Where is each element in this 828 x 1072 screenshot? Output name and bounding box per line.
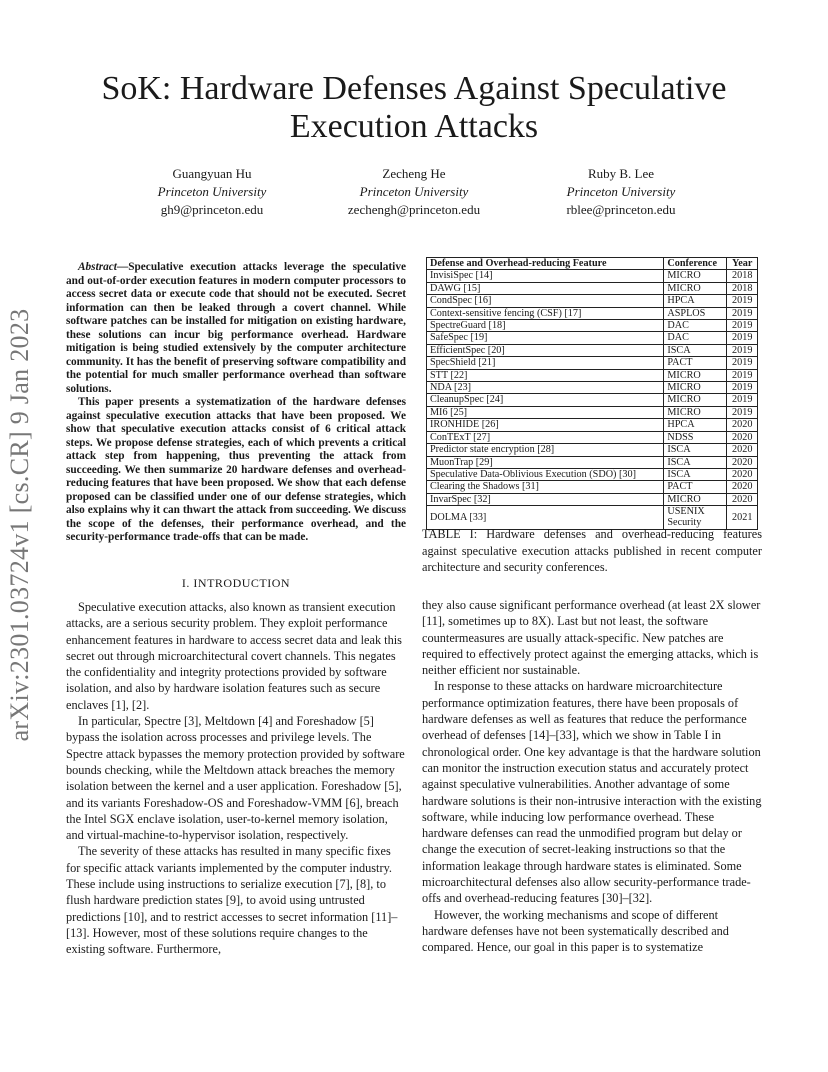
table-cell-year: 2019 <box>727 307 758 319</box>
table-cell-year: 2019 <box>727 394 758 406</box>
abstract-text: —Speculative execution attacks leverage the speculative and out-of-order execution features in modern computer processors to access secret data or execute code that should not be executed. Secret information can then be leaked through a covert channel. While software patches can be installed for mitigation on existing hardware, these solutions can incur big performance overhead. Hardware mitigation is being studied extensively by the computer architecture community. It has the benefit of preserving software compatibility and the potential for much smaller performance overhead than software solutions. <box>66 261 406 395</box>
arxiv-identifier: arXiv:2301.03724v1 [cs.CR] 9 Jan 2023 <box>5 308 34 742</box>
table-cell-conference: ISCA <box>664 456 727 468</box>
author-affiliation: Princeton University <box>566 184 676 199</box>
table-cell-year: 2020 <box>727 419 758 431</box>
table-row <box>427 344 758 356</box>
conference-line: USENIX <box>667 506 705 518</box>
table-cell-year: 2020 <box>727 493 758 505</box>
table-cell-feature: DOLMA [33] <box>427 506 664 529</box>
table-cell-feature: NDA [23] <box>427 382 664 394</box>
table-row <box>427 357 758 369</box>
author-block <box>112 165 312 219</box>
abstract-paragraph: This paper presents a systematization of the hardware defenses against speculative execution attacks that have been proposed. We show that speculative execution attacks consist of 6 critical attack steps. We propose defense strategies, each of which prevents a critical attack step from happening, thus preventing the attack from succeeding. We then summarize 20 hardware defenses and overhead-reducing features that have been proposed. We show that each defense proposed can be classified under one of our defense strategies, which also explains why it can thwart the attack from succeeding. We discuss the scope of the defenses, their performance overhead, and the security-performance trade-offs that can be made. <box>66 396 406 543</box>
table-cell-feature: SpectreGuard [18] <box>427 320 664 332</box>
table-header-cell: Conference <box>664 258 727 270</box>
table-cell-feature: SpecShield [21] <box>427 357 664 369</box>
table-cell-year: 2019 <box>727 369 758 381</box>
table-cell-feature: InvarSpec [32] <box>427 493 664 505</box>
table-cell-year: 2019 <box>727 357 758 369</box>
body-paragraph: The severity of these attacks has resulted in many specific fixes for specific attack variants implemented by the computer industry. These include using instructions to serialize execution [7], [8], to flush hardware prediction states [9], to avoid using untrusted predictions [10], and to restrict accesses to secret information [11]–[13]. However, most of these solutions require changes to the existing software. Furthermore, <box>66 844 398 957</box>
table-cell-conference: ASPLOS <box>664 307 727 319</box>
table-cell-year: 2020 <box>727 468 758 480</box>
table-row <box>427 431 758 443</box>
author-email: gh9@princeton.edu <box>160 202 264 217</box>
author-affiliation: Princeton University <box>157 184 267 199</box>
body-paragraph: they also cause significant performance overhead (at least 2X slower [11], sometimes up to 8X). Last but not least, the software countermeasures are usually attack-specific. New patches are required to effectively protect against the emerging attacks, which is neither efficient nor sustainable. <box>422 598 761 678</box>
author-email: zechengh@princeton.edu <box>347 202 481 217</box>
author-block <box>314 165 514 219</box>
table-cell-feature: CondSpec [16] <box>427 295 664 307</box>
table-cell-conference: MICRO <box>664 406 727 418</box>
table-cell-feature: IRONHIDE [26] <box>427 419 664 431</box>
author-email: rblee@princeton.edu <box>566 202 676 217</box>
paper-title: SoK: Hardware Defenses Against Speculative Execution Attacks <box>101 70 727 145</box>
author-block <box>521 165 721 219</box>
table-cell-year: 2020 <box>727 431 758 443</box>
author-name: Guangyuan Hu <box>172 166 252 181</box>
table-cell-conference: MICRO <box>664 382 727 394</box>
table-cell-feature: SafeSpec [19] <box>427 332 664 344</box>
table-cell-conference: ISCA <box>664 468 727 480</box>
table-cell-feature: STT [22] <box>427 369 664 381</box>
table-cell-conference: MICRO <box>664 493 727 505</box>
table-row <box>427 282 758 294</box>
table-cell-year: 2019 <box>727 332 758 344</box>
table-cell-year: 2018 <box>727 282 758 294</box>
abstract-lead: Abstract <box>78 261 117 273</box>
table-row <box>427 295 758 307</box>
table-row <box>427 419 758 431</box>
table-row <box>427 406 758 418</box>
left-column-body <box>66 599 406 958</box>
table-cell-conference: ISCA <box>664 444 727 456</box>
table-cell-year: 2019 <box>727 320 758 332</box>
table-row <box>427 320 758 332</box>
table-row <box>427 307 758 319</box>
table-cell-conference: PACT <box>664 481 727 493</box>
body-paragraph: However, the working mechanisms and scope of different hardware defenses have not been systematically described and compared. Hence, our goal in this paper is to systematize <box>422 907 729 955</box>
table-cell-year: 2020 <box>727 481 758 493</box>
table-cell-feature: ConTExT [27] <box>427 431 664 443</box>
table-cell-year: 2021 <box>727 506 758 529</box>
arxiv-sidebar-stamp <box>2 300 38 750</box>
table-cell-conference: HPCA <box>664 419 727 431</box>
table-cell-conference: NDSS <box>664 431 727 443</box>
table-cell-feature: CleanupSpec [24] <box>427 394 664 406</box>
abstract <box>66 261 406 545</box>
author-name: Zecheng He <box>382 166 446 181</box>
table-cell-conference: MICRO <box>664 270 727 282</box>
table-cell-feature: DAWG [15] <box>427 282 664 294</box>
defenses-table <box>426 257 758 530</box>
table-row <box>427 456 758 468</box>
table-cell-year: 2019 <box>727 295 758 307</box>
table-cell-feature: EfficientSpec [20] <box>427 344 664 356</box>
table-row <box>427 332 758 344</box>
table-cell-feature: MI6 [25] <box>427 406 664 418</box>
table-row <box>427 444 758 456</box>
body-paragraph: In response to these attacks on hardware microarchitecture performance optimization features, there have been proposals of hardware defenses as well as features that reduce the performance overhead of defenses [14]–[33], which we show in Table I in chronological order. One key advantage is that the hardware solution can monitor the instruction execution status and accurately protect against speculative vulnerabilities. Another advantage of some hardware solutions is their non-intrusive interaction with the existing software, while inducing low performance overhead. These hardware defenses can read the unmodified program but delay or change the execution of secret-leaking instructions so that the information leakage through hardware states is eliminated. Some microarchitectural defenses also allow security-performance trade-offs and overhead-reducing features [30]–[32]. <box>422 679 762 906</box>
table-cell-year: 2020 <box>727 456 758 468</box>
table-row <box>427 270 758 282</box>
table-cell-conference: MICRO <box>664 369 727 381</box>
section-heading: I. INTRODUCTION <box>181 576 291 590</box>
body-paragraph: Speculative execution attacks, also known as transient execution attacks, are a serious security problem. They exploit performance enhancement features in hardware to access secret data and leak this secret out through microarchitectural covert channels. This negates the confidentiality and integrity protections provided by software isolation, and also by hardware isolation features such as secure enclaves [1], [2]. <box>66 600 402 712</box>
table-cell-conference: MICRO <box>664 394 727 406</box>
table-header-cell: Defense and Overhead-reducing Feature <box>427 258 664 270</box>
table-cell-conference: PACT <box>664 357 727 369</box>
table-cell-year: 2019 <box>727 382 758 394</box>
conference-line: Security <box>667 517 702 529</box>
table-cell-year: 2020 <box>727 444 758 456</box>
table-caption: TABLE I: Hardware defenses and overhead-reducing features against speculative execution attacks published in recent computer architecture and security conferences. <box>422 527 762 574</box>
table-row <box>427 493 758 505</box>
right-column-body <box>422 597 762 956</box>
table-cell-conference: ISCA <box>664 344 727 356</box>
author-name: Ruby B. Lee <box>587 166 655 181</box>
table-header-row <box>427 258 758 270</box>
table-cell-feature: Speculative Data-Oblivious Execution (SDO) [30] <box>427 468 664 480</box>
table-cell-feature: Clearing the Shadows [31] <box>427 481 664 493</box>
table-cell-year: 2019 <box>727 344 758 356</box>
table-cell-feature: Context-sensitive fencing (CSF) [17] <box>427 307 664 319</box>
table-row <box>427 382 758 394</box>
table-cell-conference: DAC <box>664 332 727 344</box>
table-cell-conference: MICRO <box>664 282 727 294</box>
table-row <box>427 369 758 381</box>
table-cell-feature: InvisiSpec [14] <box>427 270 664 282</box>
table-row <box>427 481 758 493</box>
table-row <box>427 468 758 480</box>
table-cell-conference: DAC <box>664 320 727 332</box>
table-cell-conference: HPCA <box>664 295 727 307</box>
table-cell-year: 2019 <box>727 406 758 418</box>
table-row <box>427 394 758 406</box>
table-cell-year: 2018 <box>727 270 758 282</box>
table-cell-feature: MuonTrap [29] <box>427 456 664 468</box>
table-header-cell: Year <box>727 258 758 270</box>
abstract-paragraph <box>66 261 406 396</box>
table-cell-feature: Predictor state encryption [28] <box>427 444 664 456</box>
body-paragraph: In particular, Spectre [3], Meltdown [4] and Foreshadow [5] bypass the isolation across processes and privilege levels. The Spectre attack bypasses the memory protection provided by software bounds checking, while the Meltdown attack breaches the memory isolation between the kernel and a user application. Foreshadow [5], and its variants Foreshadow-OS and Foreshadow-VMM [6], breach the Intel SGX enclave isolation, user-to-kernel memory isolation, and virtual-machine-to-hypervisor isolation, respectively. <box>66 714 405 843</box>
author-affiliation: Princeton University <box>359 184 469 199</box>
